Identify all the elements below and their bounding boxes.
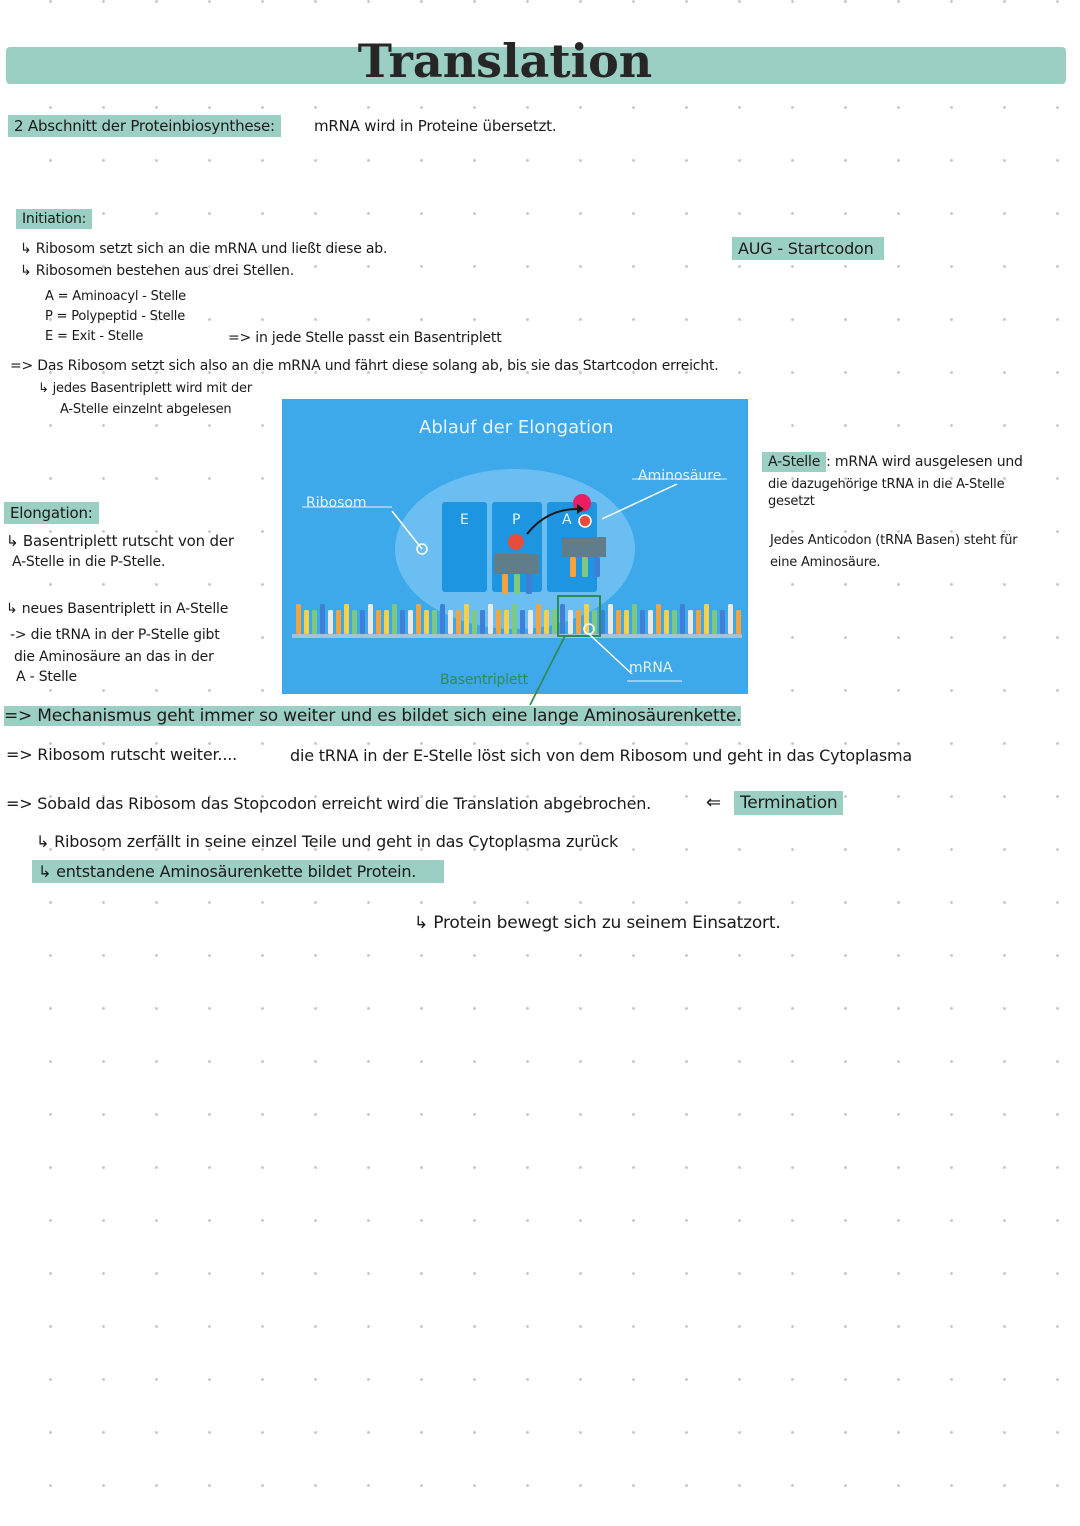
intro-label: 2 Abschnitt der Proteinbiosynthese: <box>8 115 281 137</box>
mechanism-suffix: . <box>736 706 742 726</box>
mrna-base <box>656 604 661 634</box>
initiation-sub-2: A-Stelle einzelnt abgelesen <box>60 402 232 417</box>
mrna-base <box>672 610 677 634</box>
mrna-base <box>456 610 461 634</box>
initiation-heading: Initiation: <box>16 209 92 229</box>
mrna-base <box>472 610 477 634</box>
mrna-base <box>432 610 437 634</box>
elongation-heading: Elongation: <box>4 502 99 524</box>
mrna-label: mRNA <box>629 660 673 676</box>
mrna-base <box>336 610 341 634</box>
termination-line-3: ↳ entstandene Aminosäurenkette bildet Protein. <box>32 860 444 883</box>
mrna-base <box>632 604 637 634</box>
trna-p <box>494 554 539 574</box>
basentriplett-label: Basentriplett <box>440 672 528 688</box>
mrna-base <box>384 610 389 634</box>
mrna-base <box>424 610 429 634</box>
mrna-base <box>328 610 333 634</box>
astelle-note-line-2: die dazugehörige tRNA in die A-Stelle <box>768 477 1005 492</box>
elongation-diagram <box>282 399 748 694</box>
page-title: Translation <box>357 34 653 88</box>
mrna-base <box>552 610 557 634</box>
site-a: A = Aminoacyl - Stelle <box>45 289 186 304</box>
mrna-base <box>536 604 541 634</box>
mrna-base <box>496 610 501 634</box>
astelle-note-line-1 <box>762 454 1023 470</box>
astelle-text: : mRNA wird ausgelesen und <box>826 454 1023 470</box>
site-p: P = Polypeptid - Stelle <box>45 309 186 324</box>
mrna-base <box>296 604 301 634</box>
mrna-base <box>664 610 669 634</box>
mrna-base <box>504 610 509 634</box>
diagram-graphic <box>282 399 748 694</box>
mrna-base <box>376 610 381 634</box>
mrna-base <box>440 604 445 634</box>
mrna-base <box>312 610 317 634</box>
initiation-sub-1: ↳ jedes Basentriplett wird mit der <box>38 381 252 396</box>
mrna-base <box>568 610 573 634</box>
site-e: E = Exit - Stelle <box>45 329 144 344</box>
mrna-base <box>680 604 685 634</box>
mechanism-line <box>4 706 741 726</box>
mrna-base <box>416 604 421 634</box>
mrna-base <box>728 604 733 634</box>
ribosom-label: Ribosom <box>306 495 367 511</box>
site-p-label: P <box>512 512 521 528</box>
mrna-base <box>648 610 653 634</box>
elongation-line-4: -> die tRNA in der P-Stelle gibt <box>10 627 220 643</box>
elongation-line-6: A - Stelle <box>16 669 77 685</box>
trna-a <box>562 537 606 557</box>
mrna-base <box>320 604 325 634</box>
mechanism-prefix: => Mechanismus geht immer so weiter und es bildet sich eine lange <box>4 706 579 726</box>
mechanism-chain: Aminosäurenkette <box>583 706 737 726</box>
termination-line-2: ↳ Ribosom zerfällt in seine einzel Teile und geht in das Cytoplasma zurück <box>36 832 619 851</box>
mrna-base <box>448 610 453 634</box>
anticodon-base <box>514 574 520 594</box>
mrna-base <box>560 604 565 634</box>
anticodon-base <box>526 574 532 594</box>
initiation-summary: => Das Ribosom setzt sich also an die mRNA und fährt diese solang ab, bis sie das Startcodon erreicht. <box>10 358 719 374</box>
anticodon-base <box>582 557 588 577</box>
anticodon-base <box>502 574 508 594</box>
mrna-base <box>408 610 413 634</box>
elongation-line-3: ↳ neues Basentriplett in A-Stelle <box>6 601 229 617</box>
mrna-strand <box>292 634 742 638</box>
mrna-base <box>400 610 405 634</box>
mrna-base <box>488 604 493 634</box>
mrna-base <box>512 604 517 634</box>
mrna-base <box>720 610 725 634</box>
mrna-base <box>304 610 309 634</box>
mrna-base <box>480 610 485 634</box>
mrna-base <box>624 610 629 634</box>
elongation-line-2: A-Stelle in die P-Stelle. <box>12 554 166 570</box>
intro-text: mRNA wird in Proteine übersetzt. <box>314 117 557 135</box>
termination-label: Termination <box>734 791 843 815</box>
startcodon-label: AUG - Startcodon <box>732 237 884 260</box>
mrna-base <box>736 610 741 634</box>
mrna-base <box>712 610 717 634</box>
site-a-label: A <box>562 512 572 528</box>
mrna-base <box>616 610 621 634</box>
mrna-base <box>544 610 549 634</box>
amino-p <box>508 534 524 550</box>
mrna-base <box>704 604 709 634</box>
diagram-title: Ablauf der Elongation <box>419 417 614 438</box>
astelle-label: A-Stelle <box>762 452 826 472</box>
mrna-base <box>392 604 397 634</box>
site-e-label: E <box>460 512 469 528</box>
elongation-line-1: ↳ Basentriplett rutscht von der <box>6 532 234 550</box>
mrna-base <box>344 604 349 634</box>
mrna-base <box>520 610 525 634</box>
mechanism-next-2: die tRNA in der E-Stelle löst sich von dem Ribosom und geht in das Cytoplasma <box>290 746 912 765</box>
termination-line-4: ↳ Protein bewegt sich zu seinem Einsatzort. <box>414 913 781 933</box>
anticodon-base <box>570 557 576 577</box>
aminosaeure-label: Aminosäure <box>638 468 722 484</box>
termination-arrow: ⇐ <box>706 792 721 813</box>
initiation-line-2: ↳ Ribosomen bestehen aus drei Stellen. <box>20 263 294 279</box>
mrna-base <box>608 604 613 634</box>
initiation-line-1: ↳ Ribosom setzt sich an die mRNA und ließt diese ab. <box>20 241 388 257</box>
triplet-note: => in jede Stelle passt ein Basentriplett <box>228 330 502 346</box>
mrna-base <box>368 604 373 634</box>
mrna-base <box>464 604 469 634</box>
mrna-base <box>688 610 693 634</box>
mrna-base <box>360 610 365 634</box>
mrna-base <box>576 610 581 634</box>
mrna-base <box>352 610 357 634</box>
elongation-line-5: die Aminosäure an das in der <box>14 649 214 665</box>
anticodon-base <box>594 557 600 577</box>
anticodon-line-1: Jedes Anticodon (tRNA Basen) steht für <box>770 533 1018 548</box>
mrna-base <box>640 610 645 634</box>
termination-line-1: => Sobald das Ribosom das Stopcodon erreicht wird die Translation abgebrochen. <box>6 794 652 813</box>
mrna-base <box>696 610 701 634</box>
anticodon-line-2: eine Aminosäure. <box>770 555 881 570</box>
mrna-base <box>528 610 533 634</box>
mechanism-next-1: => Ribosom rutscht weiter.... <box>6 745 237 764</box>
astelle-note-line-3: gesetzt <box>768 494 815 509</box>
